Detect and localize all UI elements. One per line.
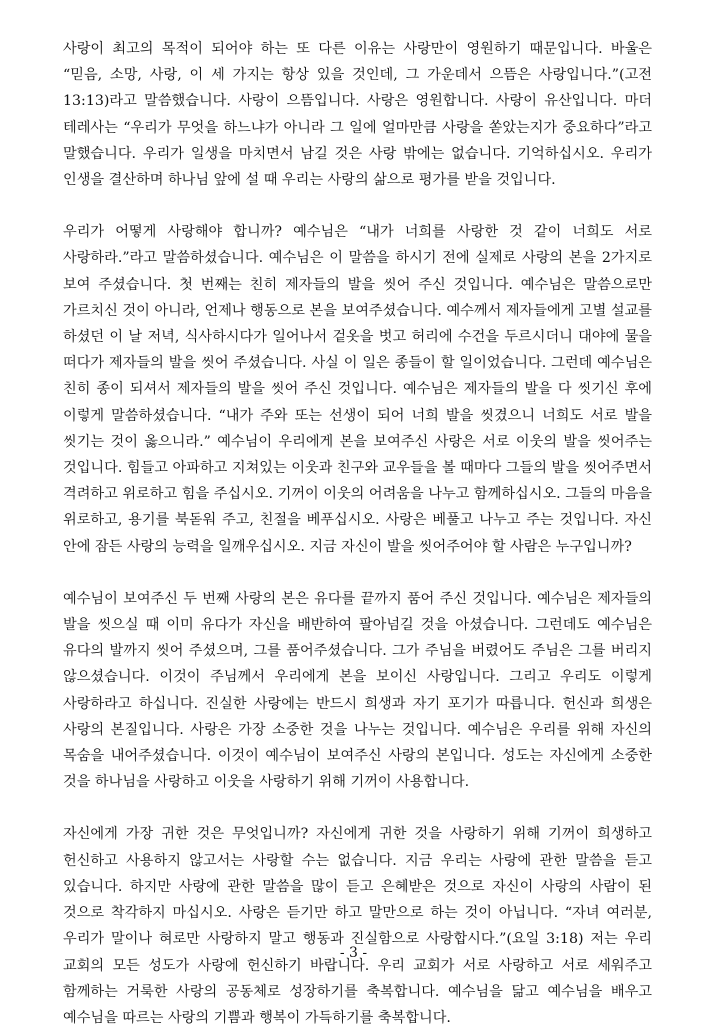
paragraph-gap bbox=[63, 193, 652, 219]
paragraph-gap bbox=[63, 795, 652, 821]
paragraph-love-eternal: 사랑이 최고의 목적이 되어야 하는 또 다른 이유는 사랑만이 영원하기 때문입니다. 바울은 “믿음, 소망, 사랑, 이 세 가지는 항상 있을 것인데, 그 가운데서 으뜸은 사랑입니다.”(고전 13:13)라고 말씀했습니다. 사랑이 으뜸입니다. 사랑은 영원합니다. 사랑이 유산입니다. 마더 테레사는 “우리가 무엇을 하느냐가 아니라 그 일에 얼마만큼 사랑을 쏟았는지가 중요하다”라고 말했습니다. 우리가 일생을 마치면서 남길 것은 사랑 밖에는 없습니다. 기억하십시오. 우리가 인생을 결산하며 하나님 앞에 설 때 우리는 사랑의 삶으로 평가를 받을 것입니다. bbox=[63, 41, 652, 189]
paragraph-gap bbox=[63, 560, 652, 586]
paragraph-how-to-love: 우리가 어떻게 사랑해야 합니까? 예수님은 “내가 너희를 사랑한 것 같이 너희도 서로 사랑하라.”라고 말씀하셨습니다. 예수님은 이 말씀을 하시기 전에 실제로 사랑의 본을 2가지로 보여 주셨습니다. 첫 번째는 친히 제자들의 발을 씻어 주신 것입니다. 예수님은 말씀으로만 가르치신 것이 아니라, 언제나 행동으로 본을 보여주셨습니다. 예수께서 제자들에게 고별 설교를 하셨던 이 날 저녁, 식사하시다가 일어나서 겉옷을 벗고 허리에 수건을 두르시더니 대야에 물을 떠다가 제자들의 발을 씻어 주셨습니다. 사실 이 일은 종들이 할 일이었습니다. 그런데 예수님은 친히 종이 되셔서 제자들의 발을 씻어 주신 것입니다. 예수님은 제자들의 발을 다 씻기신 후에 이렇게 말씀하셨습니다. “내가 주와 또는 선생이 되어 너희 발을 씻겼으니 너희도 서로 발을 씻기는 것이 옳으니라.” 예수님이 우리에게 본을 보여주신 사랑은 서로 이웃의 발을 씻어주는 것입니다. 힘들고 아파하고 지쳐있는 이웃과 친구와 교우들을 볼 때마다 그들의 발을 씻어주면서 격려하고 위로하고 힘을 주십시오. 기꺼이 이웃의 어려움을 나누고 함께하십시오. 그들의 마음을 위로하고, 용기를 북돋워 주고, 친절을 베푸십시오. 사랑은 베풀고 나누고 주는 것입니다. 자신 안에 잠든 사랑의 능력을 일깨우십시오. 지금 자신이 발을 씻어주어야 할 사람은 누구입니까? bbox=[63, 224, 652, 555]
paragraph-closing: 자신에게 가장 귀한 것은 무엇입니까? 자신에게 귀한 것을 사랑하기 위해 기꺼이 희생하고 헌신하고 사용하지 않고서는 사랑할 수는 없습니다. 지금 우리는 사랑에 관한 말씀을 듣고 있습니다. 하지만 사랑에 관한 말씀을 많이 듣고 은혜받은 것으로 자신이 사랑의 사람이 된 것으로 착각하지 마십시오. 사랑은 듣기만 하고 말만으로 하는 것이 아닙니다. “자녀 여러분, 우리가 말이나 혀로만 사랑하지 말고 행동과 진실함으로 사랑합시다.”(요일 3:18) 저는 우리 교회의 모든 성도가 사랑에 헌신하기 바랍니다. 우리 교회가 서로 사랑하고 서로 세워주고 함께하는 거룩한 사랑의 공동체로 성장하기를 축복합니다. 예수님을 닮고 예수님을 배우고 예수님을 따르는 사랑의 기쁨과 행복이 가득하기를 축복합니다. bbox=[63, 826, 652, 1026]
page-number: - 3 - bbox=[339, 945, 368, 961]
paragraph-second-example: 예수님이 보여주신 두 번째 사랑의 본은 유다를 끝까지 품어 주신 것입니다. 예수님은 제자들의 발을 씻으실 때 이미 유다가 자신을 배반하여 팔아넘길 것을 아셨습니다. 그런데도 예수님은 유다의 발까지 씻어 주셨으며, 그를 품어주셨습니다. 그가 주님을 버렸어도 주님은 그를 버리지 않으셨습니다. 이것이 주님께서 우리에게 본을 보이신 사랑입니다. 그리고 우리도 이렇게 사랑하라고 하십니다. 진실한 사랑에는 반드시 희생과 자기 포기가 따릅니다. 헌신과 희생은 사랑의 본질입니다. 사랑은 가장 소중한 것을 나누는 것입니다. 예수님은 우리를 위해 자신의 목숨을 내어주셨습니다. 이것이 예수님이 보여주신 사랑의 본입니다. 성도는 자신에게 소중한 것을 하나님을 사랑하고 이웃을 사랑하기 위해 기꺼이 사용합니다. bbox=[63, 590, 652, 791]
document-body bbox=[63, 36, 652, 1031]
